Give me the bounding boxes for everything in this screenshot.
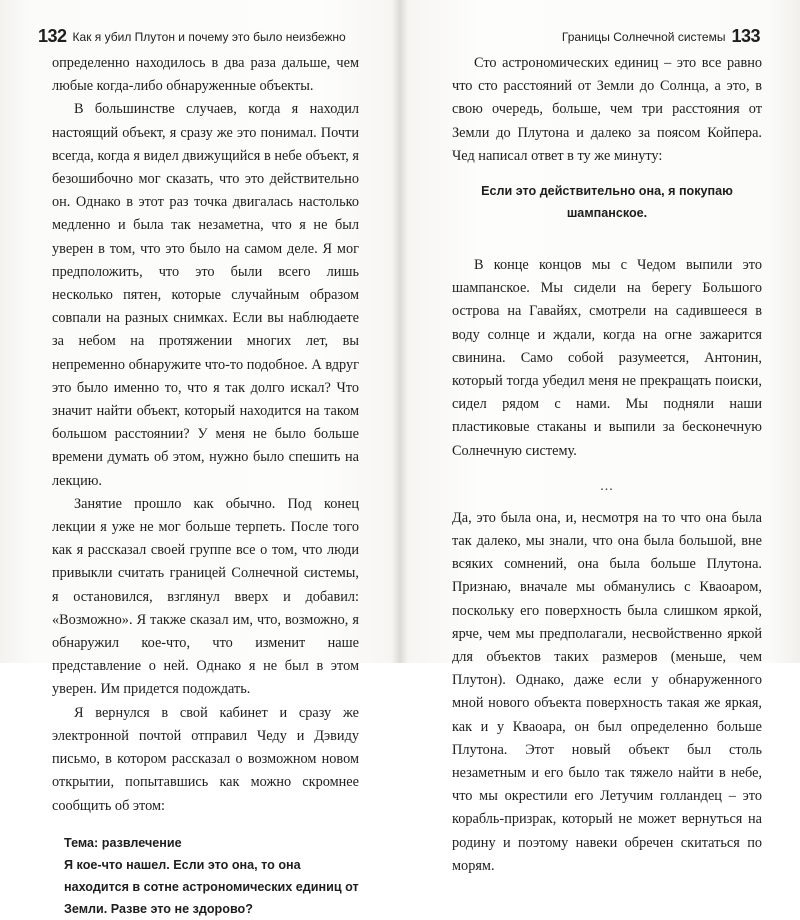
right-page-header <box>562 24 760 48</box>
left-paragraph-4: Я вернулся в свой кабинет и сразу же электронной почтой отправил Чеду и Дэвиду письмо, в котором рассказал о возможном новом открытии, попытавшись как можно скромнее сообщить об этом: <box>52 704 359 814</box>
left-running-title: Как я убил Плутон и почему это было неизбежно <box>72 30 346 44</box>
right-page-body <box>452 52 762 878</box>
email-subject: Тема: развлечение <box>64 835 182 850</box>
email-message <box>52 832 359 920</box>
right-running-title: Границы Солнечной системы <box>561 30 726 44</box>
right-paragraph-2: В конце концов мы с Чедом выпили это шампанское. Мы сидели на берегу Большого острова на Гавайях, смотрели на садившееся в воду солнце и ждали, когда на огне зажарится свинина. Само собой разумеется, Антонин, который тогда убедил меня не прекращать поиски, сидел рядом с нами. Мы подняли наши пластиковые стаканы и выпили за бесконечную Солнечную систему. <box>452 257 762 459</box>
spacer <box>452 238 762 254</box>
right-page <box>400 0 800 874</box>
reply-quote: Если это действительно она, я покупаю шампанское. <box>481 184 733 221</box>
left-page <box>0 0 400 916</box>
left-page-header <box>38 24 346 48</box>
section-separator: ... <box>600 478 614 494</box>
email-body: Я кое-что нашел. Если это она, то она находится в сотне астрономических единиц от Земли. Разве это не здорово? <box>64 857 359 916</box>
left-paragraph-3: Занятие прошло как обычно. Под конец лекции я уже не мог больше терпеть. После того как я рассказал своей группе все о том, что люди привыкли считать границей Солнечной системы, я остановился, взглянул вверх и добавил: «Возможно». Я также сказал им, что, возможно, я обнаружил кое-что, что изменит наше представление о ней. Однако я не был в этом уверен. Им придется подождать. <box>52 495 359 698</box>
left-paragraph-2: В большинстве случаев, когда я находил настоящий объект, я сразу же это понимал. Почти всегда, когда я видел движущийся в небе объект, я безошибочно мог сказать, что это действительно он. Однако в этот раз точка двигалась настолько медленно и была так незаметна, что я не был уверен в том, что это было на самом деле. Я мог предположить, что это были всего лишь несколько пятен, которые случайным образом совпали на разных снимках. Если вы наблюдаете за небом на протяжении многих лет, вы непременно обнаружите что-то подобное. А вдруг это было именно то, что я так долго искал? Что значит найти объект, который находится на таком большом расстоянии? У меня не было больше времени думать об этом, нужно было спешить на лекцию. <box>52 101 359 489</box>
left-page-body <box>52 52 359 920</box>
right-page-number: 133 <box>731 26 760 46</box>
left-page-number: 132 <box>38 26 67 46</box>
right-paragraph-3: Да, это была она, и, несмотря на то что она была так далеко, мы знали, что она была большой, вне всяких сомнений, она была больше Плутона. Признаю, вначале мы обманулись с Кваоаром, поскольку его поверхность была слишком яркой, ярче, чем мы предполагали, несвойственно яркой для объектов таких размеров (меньше, чем Плутон). Однако, даже если у обнаруженного мной нового объекта поверхность такая же яркая, как и у Кваоара, он был определенно больше Плутона. Этот новый объект был столь незаметным и его было так тяжело найти в небе, что мы окрестили его Летучим голландец – это корабль-призрак, который не может вернуться на родину и поэтому навеки обречен скитаться по морям. <box>452 509 762 874</box>
left-paragraph-1: определенно находилось в два раза дальше, чем любые когда-либо обнаруженные объекты. <box>52 55 359 95</box>
right-paragraph-1: Сто астрономических единиц – это все равно что сто расстояний от Земли до Солнца, а это, в свою очередь, больше, чем три расстояния от Земли до Плутона и далеко за поясом Койпера. Чед написал ответ в ту же минуту: <box>452 55 762 164</box>
